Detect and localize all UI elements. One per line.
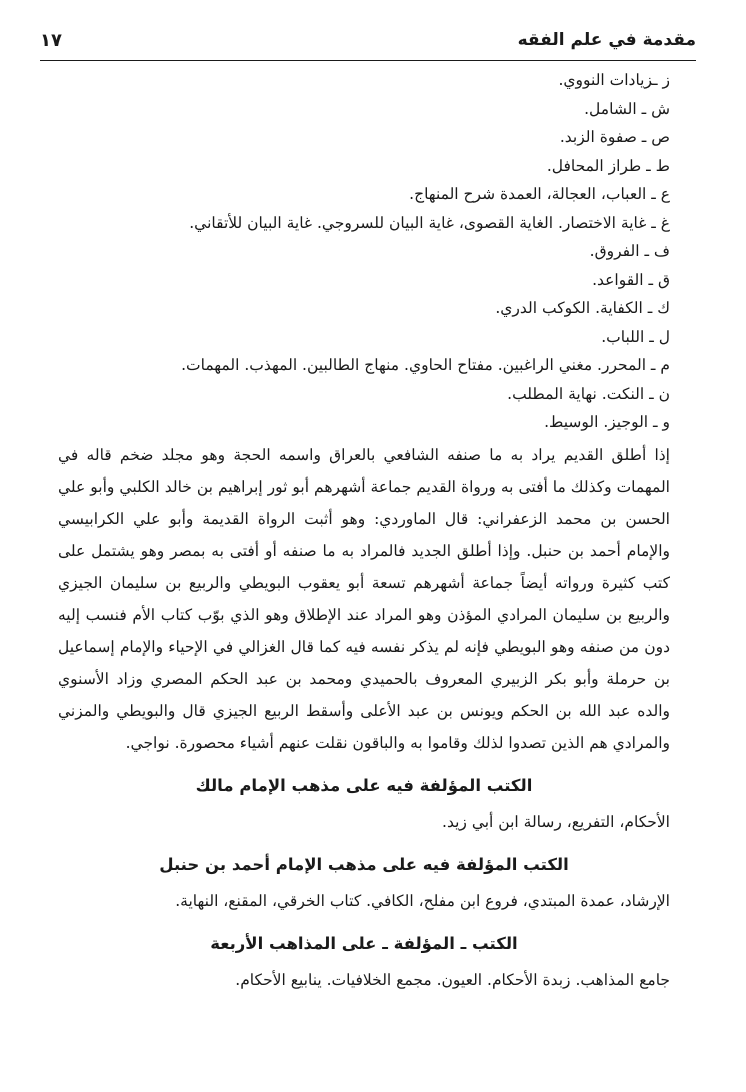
abbreviation-list <box>58 66 670 437</box>
abbreviation-item: ط ـ طراز المحافل. <box>546 156 670 175</box>
section-text: جامع المذاهب. زبدة الأحكام. العيون. مجمع الخلافيات. ينابيع الأحكام. <box>235 970 670 989</box>
abbreviation-item: غ ـ غاية الاختصار. الغاية القصوى، غاية البيان للسروجي. غاية البيان للأتقاني. <box>189 213 670 232</box>
abbreviation-item: ك ـ الكفاية. الكوكب الدري. <box>495 299 670 317</box>
section-hanbali <box>58 852 670 917</box>
abbreviation-item: ق ـ القواعد. <box>592 270 670 289</box>
abbreviation-item: م ـ المحرر. مغني الراغبين. مفتاح الحاوي. منهاج الطالبين. المهذب. المهمات. <box>181 356 670 374</box>
abbreviation-item: ف ـ الفروق. <box>589 242 670 260</box>
abbreviation-item: ن ـ النكت. نهاية المطلب. <box>507 384 670 403</box>
abbreviation-item: ص ـ صفوة الزبد. <box>559 128 670 146</box>
section-four-schools <box>58 931 670 996</box>
section-maliki <box>58 773 670 838</box>
running-title: مقدمة في علم الفقه <box>517 30 696 50</box>
abbreviation-item: ز ـزيادات النووي. <box>558 71 670 89</box>
abbreviation-item: ش ـ الشامل. <box>584 99 670 118</box>
section-text: الأحكام، التفريع، رسالة ابن أبي زيد. <box>442 812 670 831</box>
section-heading: الكتب ـ المؤلفة ـ على المذاهب الأربعة <box>210 933 518 953</box>
section-heading: الكتب المؤلفة فيه على مذهب الإمام أحمد بن حنبل <box>159 854 569 874</box>
old-new-doctrine-paragraph: إذا أطلق القديم يراد به ما صنفه الشافعي بالعراق واسمه الحجة وهو مجلد ضخم قاله في المهمات وكذلك ما أفتى به ورواة القديم جماعة أشهرهم أبو ثور إبراهيم بن خالد الكلبي وأبو علي الحسن بن محمد الزعفراني: قال الماوردي: وهو أثبت الرواة القديمة وأبو علي الكرابيسي والإمام أحمد بن حنبل. وإذا أطلق الجديد فالمراد به ما صنفه أو أفتى به بمصر وهو يشتمل على كتب كثيرة ورواته أيضاً جماعة أشهرهم تسعة أبو يعقوب البويطي والربيع بن سليمان الجيزي والربيع بن سليمان المرادي المؤذن وهو المراد عند الإطلاق وهو الذي بوّب كتاب الأم فنسب إليه دون من صنفه وهو البويطي فإنه لم يذكر نفسه فيه كما قال الغزالي في الإحياء والإمام إسماعيل بن حرملة وأبو بكر الزبيري المعروف بالحميدي ومحمد بن عبد الحكم المصري وزاد الأسنوي والده عبد الله بن الحكم ويونس بن عبد الأعلى وأسقط الربيع الجيزي قال والبويطي والمزني والمرادي هم الذين تصدوا لذلك وقاموا به والباقون نقلت عنهم أشياء محصورة. نواجي. <box>58 445 670 752</box>
abbreviation-item: و ـ الوجيز. الوسيط. <box>544 413 670 431</box>
section-text: الإرشاد، عمدة المبتدي، فروع ابن مفلح، الكافي. كتاب الخرقي، المقنع، النهاية. <box>175 891 670 910</box>
section-heading: الكتب المؤلفة فيه على مذهب الإمام مالك <box>195 775 533 795</box>
abbreviation-item: ل ـ اللباب. <box>601 327 670 346</box>
page-content <box>58 66 670 996</box>
page-header <box>40 28 696 61</box>
page-number: ١٧ <box>40 30 62 51</box>
abbreviation-item: ع ـ العباب، العجالة، العمدة شرح المنهاج. <box>409 185 670 203</box>
